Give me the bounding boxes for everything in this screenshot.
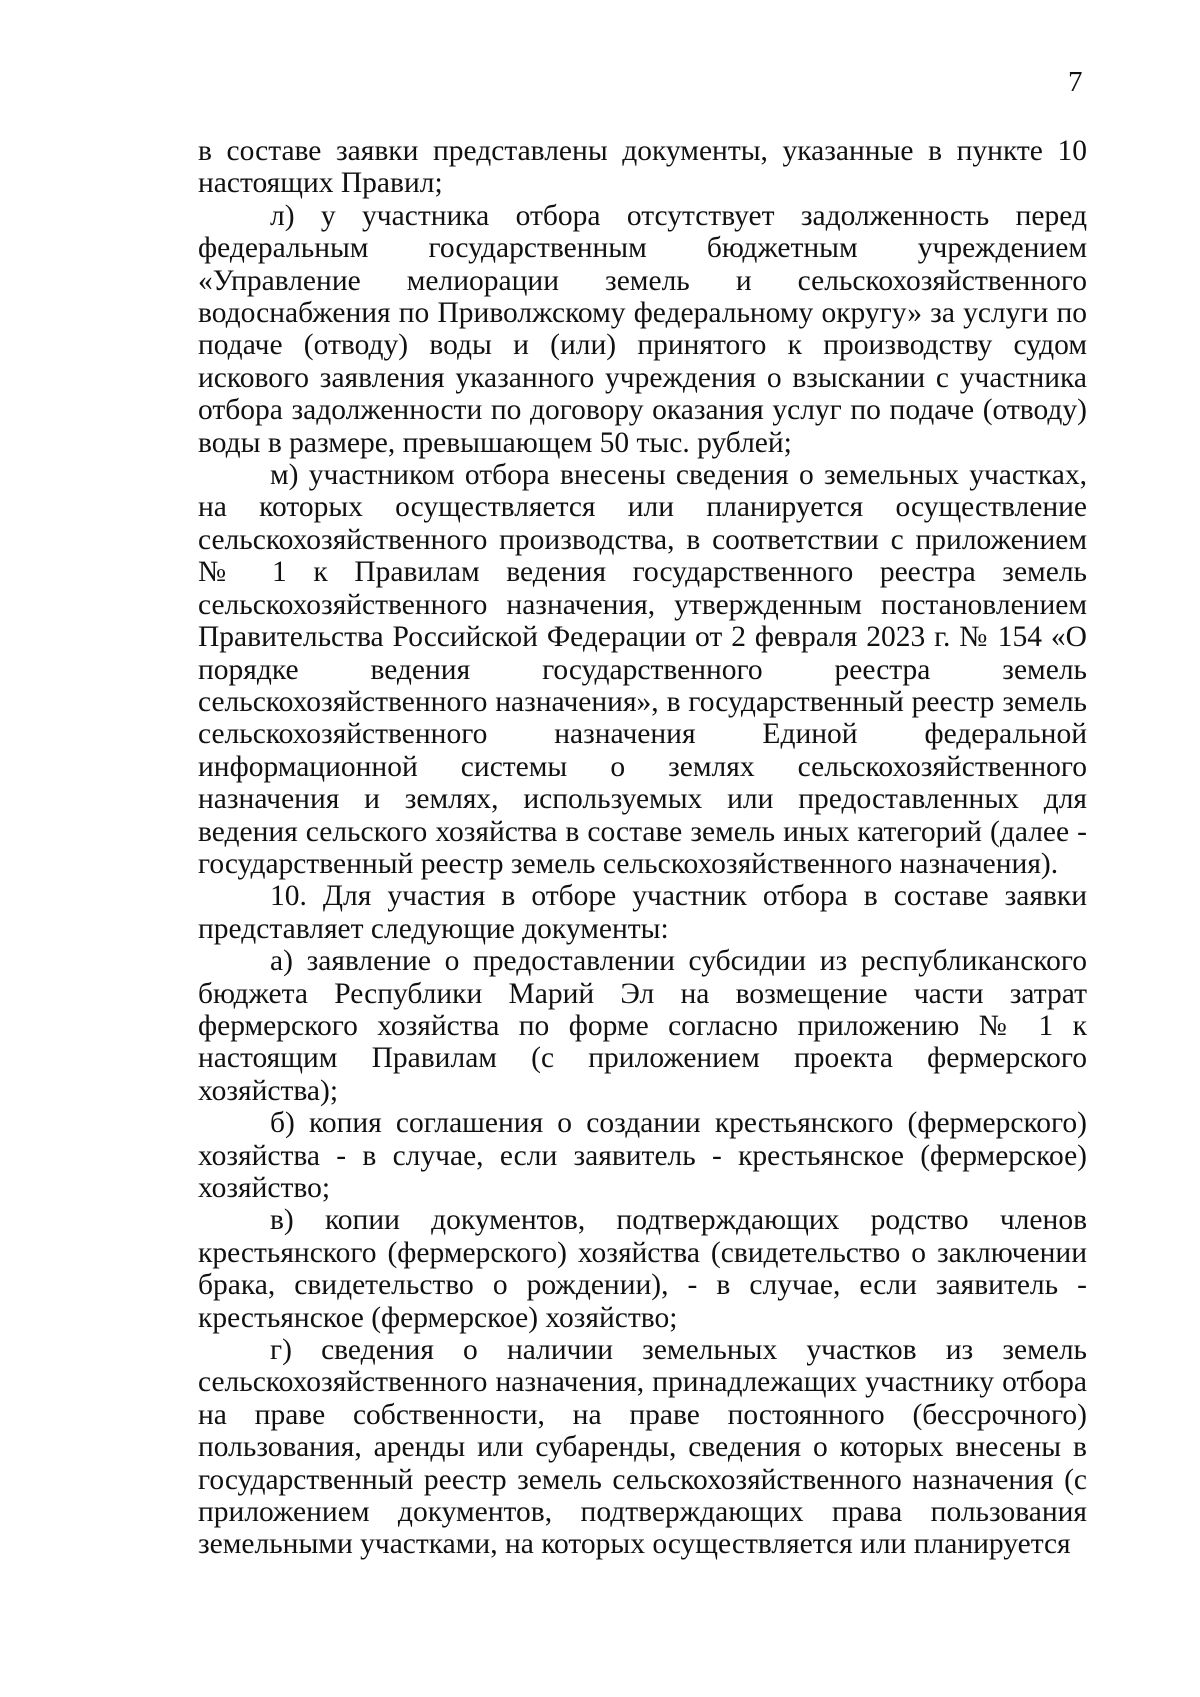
paragraph-continuation-k: в составе заявки представлены документы, указанные в пункте 10 настоящих Правил; [198,135,1087,200]
document-body [198,135,1087,1561]
paragraph-item-b: б) копия соглашения о создании крестьянского (фермерского) хозяйства - в случае, если заявитель - крестьянское (фермерское) хозяйство; [198,1107,1087,1204]
paragraph-point-10: 10. Для участия в отборе участник отбора в составе заявки представляет следующие документы: [198,880,1087,945]
paragraph-item-v: в) копии документов, подтверждающих родство членов крестьянского (фермерского) хозяйства (свидетельство о заключении брака, свидетельство о рождении), - в случае, если заявитель - крестьянское (фермерское) хозяйство; [198,1204,1087,1334]
paragraph-item-l: л) у участника отбора отсутствует задолженность перед федеральным государственным бюджетным учреждением «Управление мелиорации земель и сельскохозяйственного водоснабжения по Приволжскому федеральному округу» за услуги по подаче (отводу) воды и (или) принятого к производству судом искового заявления указанного учреждения о взыскании с участника отбора задолженности по договору оказания услуг по подаче (отводу) воды в размере, превышающем 50 тыс. рублей; [198,199,1087,459]
paragraph-item-m: м) участником отбора внесены сведения о земельных участках, на которых осуществляется или планируется осуществление сельскохозяйственного производства, в соответствии с приложением № 1 к Правилам ведения государственного реестра земель сельскохозяйственного назначения, утвержденным постановлением Правительства Российской Федерации от 2 февраля 2023 г. № 154 «О порядке ведения государственного реестра земель сельскохозяйственного назначения», в государственный реестр земель сельскохозяйственного назначения Единой федеральной информационной системы о землях сельскохозяйственного назначения и землях, используемых или предоставленных для ведения сельского хозяйства в составе земель иных категорий (далее - государственный реестр земель сельскохозяйственного назначения). [198,459,1087,880]
paragraph-item-a: а) заявление о предоставлении субсидии из республиканского бюджета Республики Марий Эл на возмещение части затрат фермерского хозяйства по форме согласно приложению № 1 к настоящим Правилам (с приложением проекта фермерского хозяйства); [198,945,1087,1107]
paragraph-item-g: г) сведения о наличии земельных участков из земель сельскохозяйственного назначения, принадлежащих участнику отбора на праве собственности, на праве постоянного (бессрочного) пользования, аренды или субаренды, сведения о которых внесены в государственный реестр земель сельскохозяйственного назначения (с приложением документов, подтверждающих права пользования земельными участками, на которых осуществляется или планируется [198,1334,1087,1561]
page-number: 7 [1068,66,1083,98]
